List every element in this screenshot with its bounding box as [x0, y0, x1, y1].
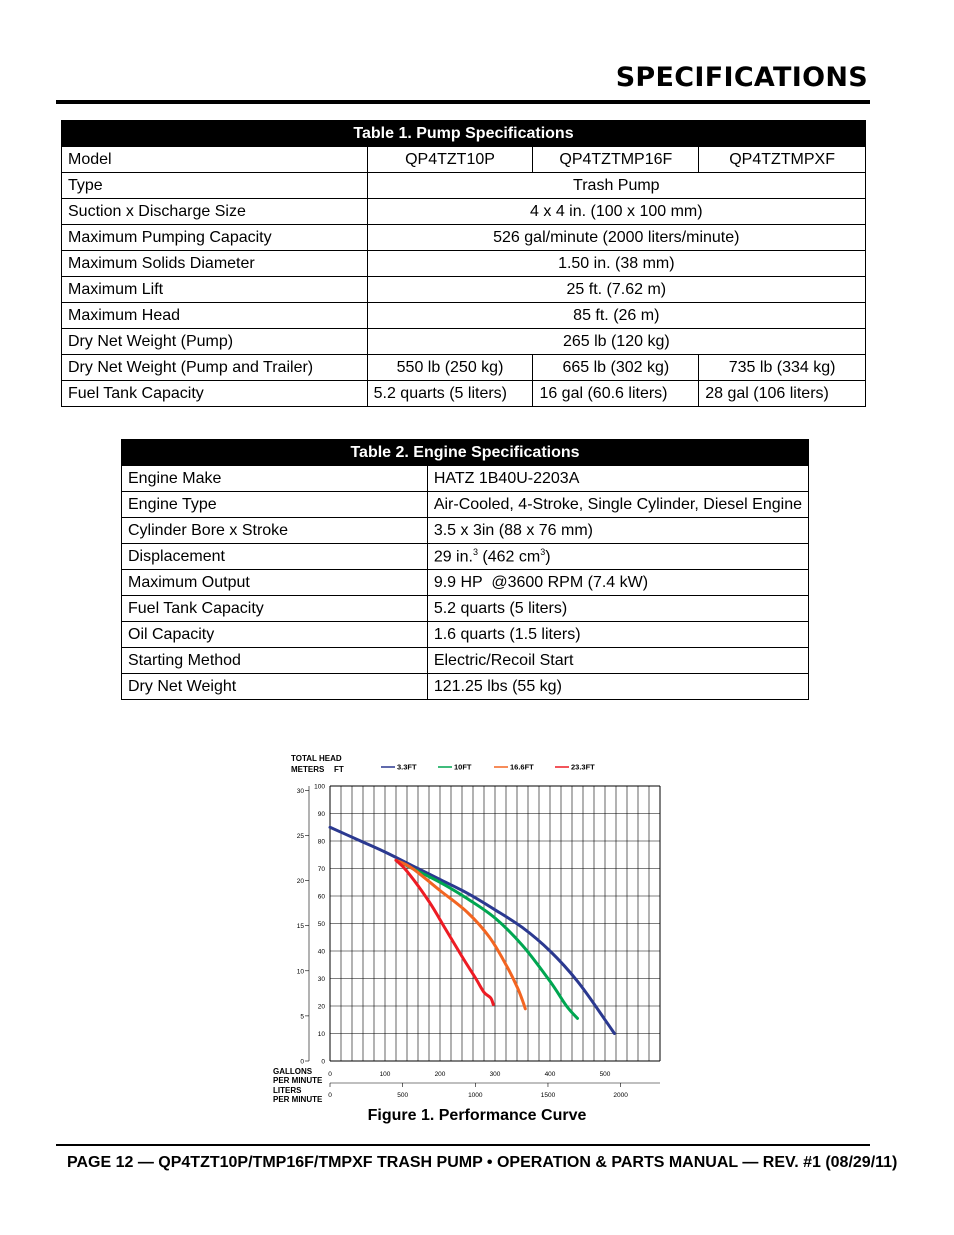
page-title: SPECIFICATIONS — [615, 62, 868, 93]
row-value: 9.9 HP @3600 RPM (7.4 kW) — [427, 570, 808, 596]
performance-curve-chart — [268, 748, 668, 1110]
table-row — [62, 251, 866, 277]
x-axis-label-gallons: GALLONS — [273, 1067, 313, 1076]
table-row — [62, 381, 866, 407]
row-label: Dry Net Weight (Pump and Trailer) — [62, 355, 368, 381]
page-footer: PAGE 12 — QP4TZT10P/TMP16F/TMPXF TRASH PUMP • OPERATION & PARTS MANUAL — REV. #1 (08/29/11) — [67, 1154, 898, 1171]
x-tick-label-gpm: 400 — [544, 1071, 556, 1078]
row-label: Maximum Output — [122, 570, 428, 596]
y-tick-label-ft: 30 — [317, 976, 325, 983]
row-value: 5.2 quarts (5 liters) — [367, 381, 533, 407]
row-label: Maximum Head — [62, 303, 368, 329]
table-row — [122, 648, 809, 674]
model-name: QP4TZTMP16F — [533, 147, 699, 173]
y-tick-label-ft: 0 — [321, 1058, 325, 1066]
y-tick-label-m: 0 — [300, 1058, 304, 1066]
row-label: Dry Net Weight — [122, 674, 428, 700]
row-label: Maximum Pumping Capacity — [62, 225, 368, 251]
y-tick-label-m: 15 — [296, 923, 304, 931]
row-value: Electric/Recoil Start — [427, 648, 808, 674]
row-value: 16 gal (60.6 liters) — [533, 381, 699, 407]
displacement-value-b: (462 cm — [477, 548, 541, 566]
x-tick-label-gpm: 300 — [489, 1071, 501, 1078]
x-tick-label-lpm: 1000 — [468, 1092, 483, 1099]
y-tick-label-ft: 10 — [317, 1031, 325, 1038]
pump-specifications-table — [61, 120, 866, 407]
engine-specifications-table — [121, 439, 809, 700]
row-value: 3.5 x 3in (88 x 76 mm) — [427, 518, 808, 544]
y-tick-label-ft: 80 — [317, 838, 325, 846]
row-label: Cylinder Bore x Stroke — [122, 518, 428, 544]
x-axis-label-gallons-2: PER MINUTE — [273, 1076, 323, 1085]
table-row — [122, 544, 809, 570]
row-value: 1.50 in. (38 mm) — [367, 251, 865, 277]
x-tick-label-lpm: 2000 — [613, 1092, 628, 1099]
row-label: Fuel Tank Capacity — [62, 381, 368, 407]
table-row — [62, 147, 866, 173]
y-tick-label-m: 20 — [296, 878, 304, 886]
chart-legend — [381, 763, 595, 772]
table-row — [62, 277, 866, 303]
table-row — [62, 355, 866, 381]
y-axis-unit-meters: METERS — [291, 765, 325, 774]
row-value — [427, 544, 808, 570]
y-tick-label-ft: 20 — [317, 1003, 325, 1011]
row-label: Engine Make — [122, 466, 428, 492]
x-tick-label-lpm: 500 — [397, 1092, 409, 1099]
table-row — [62, 329, 866, 355]
table-row — [122, 674, 809, 700]
row-value: Air-Cooled, 4-Stroke, Single Cylinder, Diesel Engine — [427, 492, 808, 518]
row-value: HATZ 1B40U-2203A — [427, 466, 808, 492]
chart-ticks — [297, 784, 660, 1100]
row-label: Suction x Discharge Size — [62, 199, 368, 225]
x-tick-label-lpm: 0 — [328, 1092, 332, 1099]
model-name: QP4TZTMPXF — [699, 147, 866, 173]
x-tick-label-gpm: 500 — [599, 1071, 611, 1078]
y-tick-label-m: 5 — [300, 1013, 304, 1021]
row-label: Maximum Lift — [62, 277, 368, 303]
header-rule — [56, 100, 870, 104]
row-value: 85 ft. (26 m) — [367, 303, 865, 329]
legend-label: 3.3FT — [397, 762, 417, 772]
x-axis-label-liters-2: PER MINUTE — [273, 1095, 323, 1104]
row-value: 4 x 4 in. (100 x 100 mm) — [367, 199, 865, 225]
row-value: 665 lb (302 kg) — [533, 355, 699, 381]
row-label: Maximum Solids Diameter — [62, 251, 368, 277]
row-value: 1.6 quarts (1.5 liters) — [427, 622, 808, 648]
table-row — [122, 570, 809, 596]
y-tick-label-ft: 60 — [317, 893, 325, 901]
row-label: Dry Net Weight (Pump) — [62, 329, 368, 355]
row-value: 28 gal (106 liters) — [699, 381, 866, 407]
chart-svg — [268, 748, 668, 1110]
legend-label: 10FT — [454, 762, 472, 772]
table-row — [62, 303, 866, 329]
row-value: 121.25 lbs (55 kg) — [427, 674, 808, 700]
x-axis-label-liters: LITERS — [273, 1086, 302, 1095]
y-tick-label-ft: 40 — [317, 948, 325, 956]
x-tick-label-gpm: 100 — [379, 1071, 391, 1078]
superscript: 3 — [540, 546, 546, 557]
table-row — [122, 492, 809, 518]
row-label: Starting Method — [122, 648, 428, 674]
table-row — [62, 199, 866, 225]
row-label: Model — [62, 147, 368, 173]
displacement-value-c: ) — [545, 548, 551, 566]
row-value: 526 gal/minute (2000 liters/minute) — [367, 225, 865, 251]
row-value: 5.2 quarts (5 liters) — [427, 596, 808, 622]
chart-grid — [330, 786, 660, 1061]
model-name: QP4TZT10P — [367, 147, 533, 173]
table-caption: Table 1. Pump Specifications — [62, 121, 866, 147]
row-label: Fuel Tank Capacity — [122, 596, 428, 622]
y-tick-label-m: 30 — [296, 787, 304, 795]
legend-label: 16.6FT — [510, 762, 534, 772]
y-tick-label-ft: 70 — [317, 866, 325, 873]
y-tick-label-m: 25 — [296, 832, 304, 840]
y-tick-label-ft: 50 — [317, 921, 325, 928]
x-tick-label-gpm: 0 — [328, 1071, 332, 1078]
row-value: 550 lb (250 kg) — [367, 355, 533, 381]
y-tick-label-ft: 90 — [317, 811, 325, 818]
row-label: Displacement — [122, 544, 428, 570]
table-caption: Table 2. Engine Specifications — [122, 440, 809, 466]
table-row — [122, 622, 809, 648]
table-row — [122, 466, 809, 492]
row-value: Trash Pump — [367, 173, 865, 199]
row-label: Type — [62, 173, 368, 199]
y-tick-label-m: 10 — [296, 968, 304, 976]
footer-rule — [56, 1144, 870, 1146]
row-label: Oil Capacity — [122, 622, 428, 648]
figure-caption: Figure 1. Performance Curve — [367, 1107, 587, 1124]
row-value: 265 lb (120 kg) — [367, 329, 865, 355]
table-row — [122, 518, 809, 544]
table-row — [62, 173, 866, 199]
row-label: Engine Type — [122, 492, 428, 518]
y-tick-label-ft: 100 — [314, 783, 325, 791]
y-axis-unit-ft: FT — [334, 765, 344, 774]
y-axis-label: TOTAL HEAD — [291, 754, 342, 763]
row-value: 25 ft. (7.62 m) — [367, 277, 865, 303]
legend-label: 23.3FT — [571, 762, 595, 772]
displacement-value-a: 29 in. — [433, 548, 473, 566]
table-row — [62, 225, 866, 251]
x-tick-label-gpm: 200 — [434, 1071, 446, 1078]
table-row — [122, 596, 809, 622]
row-value: 735 lb (334 kg) — [699, 355, 866, 381]
x-tick-label-lpm: 1500 — [540, 1092, 556, 1099]
superscript: 3 — [472, 546, 478, 557]
